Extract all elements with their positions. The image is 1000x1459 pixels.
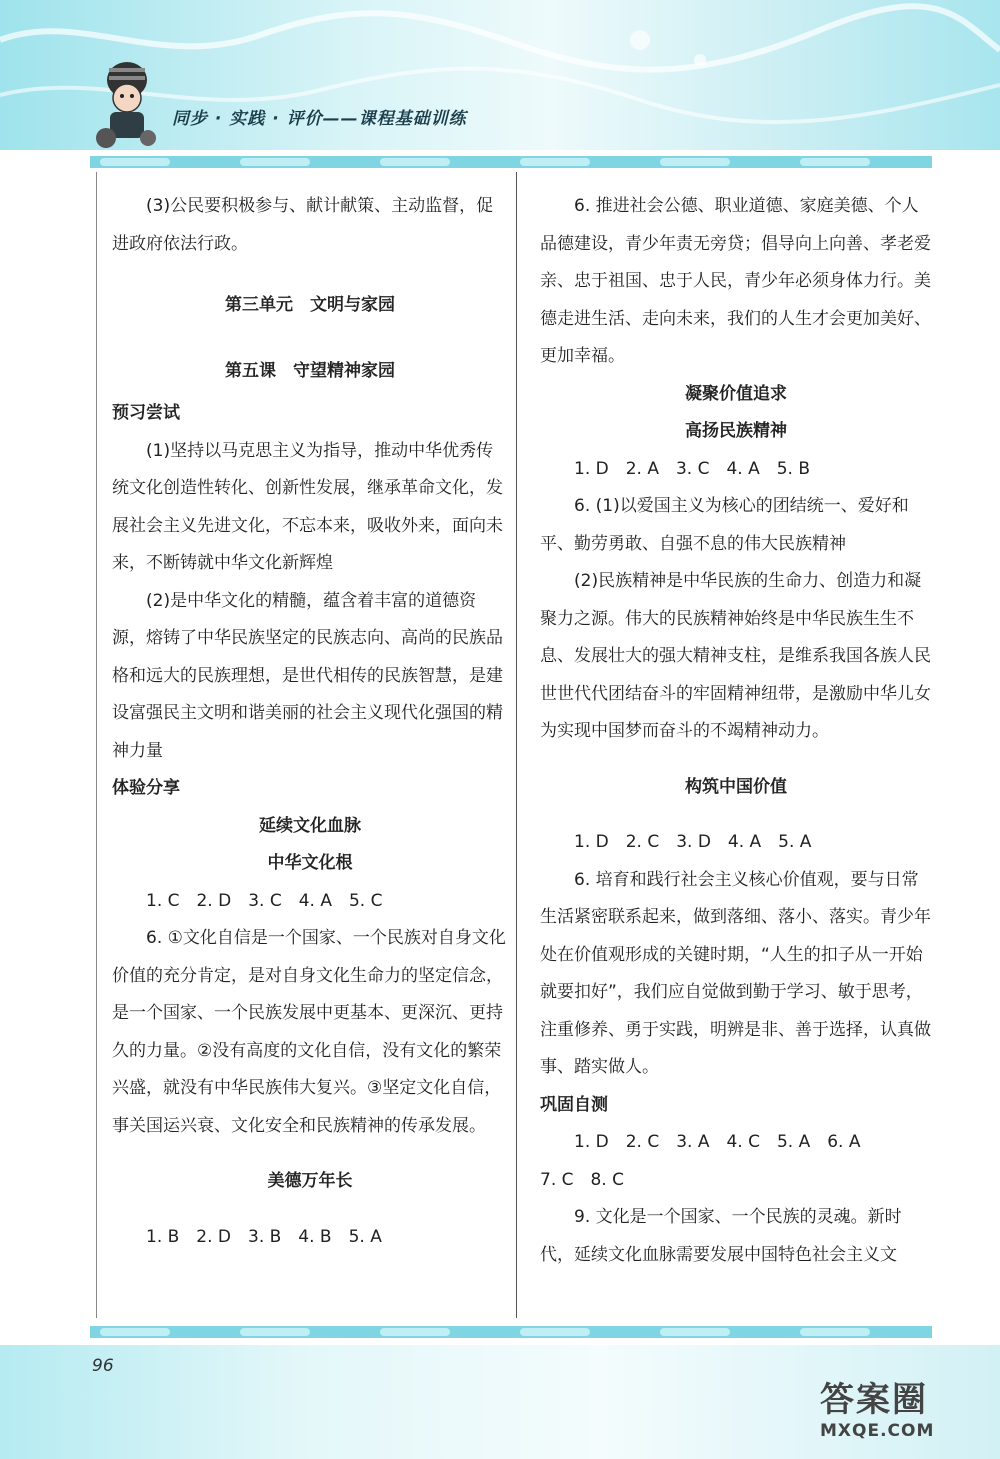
paragraph: (3)公民要积极参与、献计献策、主动监督，促进政府依法行政。 [112,196,494,254]
series-title: 同步 · 实践 · 评价——课程基础训练 [172,109,467,129]
answer-line: 1. C 2. D 3. C 4. A 5. C [146,890,383,911]
section-heading: 体验分享 [112,778,180,798]
answer-line: 1. B 2. D 3. B 4. B 5. A [146,1226,382,1247]
answer-line: 1. D 2. C 3. D 4. A 5. A [574,832,812,852]
paragraph: (2)民族精神是中华民族的生命力、创造力和凝聚力之源。伟大的民族精神始终是中华民族生生不息、发展壮大的强大精神支柱，是维系我国各族人民世世代代团结奋斗的牢固精神纽带，是激励中华儿女为实现中国梦而奋斗的不竭精神动力。 [540,571,931,741]
section-heading: 巩固自测 [540,1094,608,1115]
answer-line: 7. C 8. C [540,1169,624,1190]
watermark-url: MXQE.COM [820,1421,935,1441]
page-number: 96 [92,1356,114,1376]
watermark-logo [820,1372,970,1448]
answer-line: 1. D 2. A 3. C 4. A 5. B [574,458,810,479]
mascot-icon [92,58,162,150]
paragraph: 9. 文化是一个国家、一个民族的灵魂。新时代，延续文化血脉需要发展中国特色社会主义文 [540,1207,902,1265]
subsection-title: 高扬民族精神 [685,421,787,441]
subsection-title: 中华文化根 [267,853,353,873]
right-column [540,188,932,1274]
paragraph: (2)是中华文化的精髓，蕴含着丰富的道德资源，熔铸了中华民族坚定的民族志向、高尚的民族品格和远大的民族理想，是世代相传的民族智慧，是建设富强民主文明和谐美丽的社会主义现代化强国的精神力量 [112,590,503,761]
subsection-title: 美德万年长 [267,1171,353,1191]
left-column [112,188,508,1256]
section-heading: 预习尝试 [112,403,180,423]
paragraph: 6. ①文化自信是一个国家、一个民族对自身文化价值的充分肯定，是对自身文化生命力的坚定信念，是一个国家、一个民族发展中更基本、更深沉、更持久的力量。②没有高度的文化自信，没有文化的繁荣兴盛，就没有中华民族伟大复兴。③坚定文化自信，事关国运兴衰、文化安全和民族精神的传承发展。 [112,928,506,1136]
paragraph: 6. 培育和践行社会主义核心价值观，要与日常生活紧密联系起来，做到落细、落小、落实。青少年处在价值观形成的关键时期，“人生的扣子从一开始就要扣好”，我们应自觉做到勤于学习、敏于思考，注重修养、勇于实践，明辨是非、善于选择，认真做事、踏实做人。 [540,869,931,1077]
unit-title: 第三单元 文明与家园 [225,295,395,315]
answer-line: 1. D 2. C 3. A 4. C 5. A 6. A [574,1132,861,1152]
subsection-title: 凝聚价值追求 [685,383,787,404]
subsection-title: 延续文化血脉 [259,815,361,836]
watermark-text: 答案圈 [820,1380,928,1420]
paragraph: 6. 推进社会公德、职业道德、家庭美德、个人品德建设，青少年责无旁贷；倡导向上向善、孝老爱亲、忠于祖国、忠于人民，青少年必须身体力行。美德走进生活、走向未来，我们的人生才会更加美好、更加幸福。 [540,196,931,366]
paragraph: (1)坚持以马克思主义为指导，推动中华优秀传统文化创造性转化、创新性发展，继承革命文化，发展社会主义先进文化，不忘本来，吸收外来，面向未来，不断铸就中华文化新辉煌 [112,440,503,573]
subsection-title: 构筑中国价值 [685,776,787,797]
left-margin-line [96,172,97,1318]
column-divider [516,172,517,1318]
paragraph: 6. (1)以爱国主义为核心的团结统一、爱好和平、勤劳勇敢、自强不息的伟大民族精神 [540,496,909,554]
top-divider-strip [90,156,932,168]
bottom-divider-strip [90,1326,932,1338]
lesson-title: 第五课 守望精神家园 [225,361,395,381]
